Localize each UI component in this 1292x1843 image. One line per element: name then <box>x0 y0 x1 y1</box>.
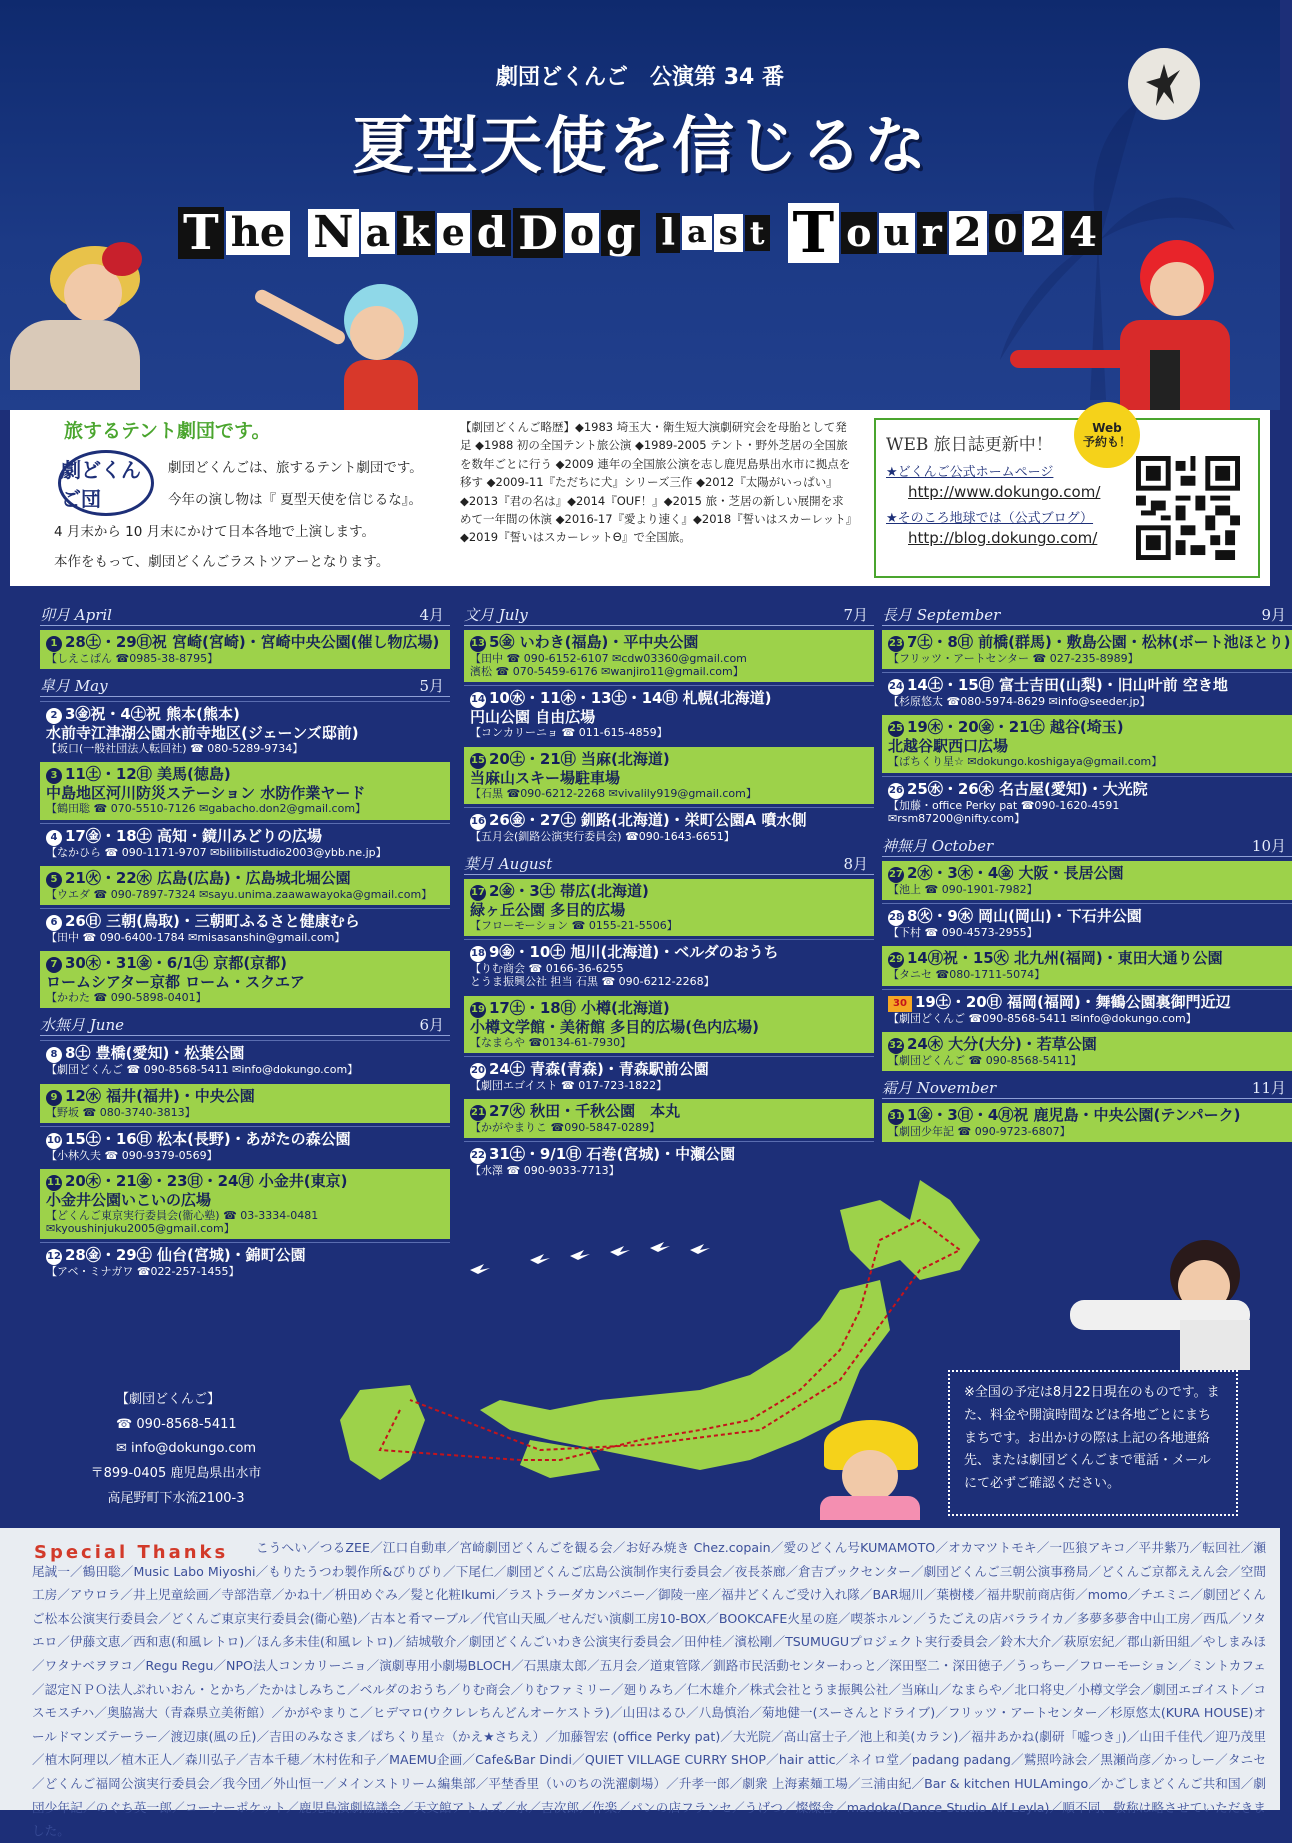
ransom-space <box>292 231 306 235</box>
month-header-july: 文月 July 7月 <box>464 602 874 626</box>
homepage-url[interactable]: http://www.dokungo.com/ <box>908 483 1101 501</box>
contact-address-2: 高尾野町下水流2100-3 <box>107 1490 245 1506</box>
performer-photo-left <box>10 240 150 390</box>
troupe-history: 【劇団どくんご略歴】◆1983 埼玉大・衛生短大演劇研究会を母胎として発足 ◆1988 初の全国テント旅公演 ◆1989-2005 テント・野外芝居の全国旅を数年ごとに行う ◆2009 連年の全国旅公演を志し鹿児島県出水市に拠点を移す ◆2009-11『ただちに犬』シリーズ三作 ◆2012『太陽がいっぱい』◆2013『君の名は』◆2014『OUF！』◆2015 旅・芝居の新しい展開を求めて一年間の休演 ◆2016-17『愛より速く』◆2018『誓いはスカーレット』◆2019『誓いはスカーレットΘ』で全国旅。 <box>460 420 852 545</box>
event-item: 12 28㊎・29㊏ 仙台(宮城)・錦町公園 【アベ・ミナガワ ☎022-257-1455】 <box>40 1242 450 1282</box>
event-item: 18 9㊎・10㊏ 旭川(北海道)・ベルダのおうち 【りむ商会 ☎ 0166-36-6255 とうま振興公社 担当 石黒 ☎ 090-6212-2268】 <box>464 939 874 992</box>
event-item: 25 19㊍・20㊎・21㊏ 越谷(埼玉) 北越谷駅西口広場 【ぱちくり星☆ ✉dokungo.koshigaya@gmail.com】 <box>882 715 1292 772</box>
special-thanks-section <box>0 1528 1280 1839</box>
ransom-letter: k <box>397 211 435 255</box>
hokkaido-shape <box>840 1180 980 1280</box>
event-item: 3 11㊏・12㊐ 美馬(徳島) 中島地区河川防災ステーション 水防作業ヤード 【鶴田聡 ☎ 070-5510-7126 ✉gabacho.don2@gmail.com】 <box>40 762 450 819</box>
play-title: 夏型天使を信じるな <box>351 109 928 182</box>
event-item: 10 15㊏・16㊐ 松本(長野)・あがたの森公園 【小林久夫 ☎ 090-9379-0569】 <box>40 1126 450 1166</box>
event-item: 28 8㊋・9㊌ 岡山(岡山)・下石井公園 【下村 ☎ 090-4573-2955】 <box>882 903 1292 943</box>
ransom-letter: T <box>788 203 840 263</box>
header <box>0 0 1280 410</box>
ransom-letter: 2 <box>1024 211 1062 255</box>
schedule-notice: ※全国の予定は8月22日現在のものです。また、料金や開演時間などは各地ごとにまちまちです。お出かけの際は上記の各地連絡先、または劇団どくんごまで電話・メールにて必ずご確認ください。 <box>948 1370 1238 1516</box>
event-item: 5 21㊋・22㊌ 広島(広島)・広島城北堀公園 【ウエダ ☎ 090-7897-7324 ✉sayu.unima.zaawawayoka@gmail.com】 <box>40 866 450 905</box>
performer-photo-center <box>250 280 420 410</box>
special-thanks-heading: Special Thanks <box>34 1542 229 1563</box>
event-item: 8 8㊏ 豊橋(愛知)・松葉公園 【劇団どくんご ☎ 090-8568-5411 ✉info@dokungo.com】 <box>40 1040 450 1080</box>
ransom-letter: o <box>841 212 876 254</box>
event-item: 32 24㊍ 大分(大分)・若草公園 【劇団どくんご ☎ 090-8568-5411】 <box>882 1032 1292 1071</box>
homepage-link-label[interactable]: ★どくんご公式ホームページ <box>886 465 1054 480</box>
event-item: 23 7㊏・8㊐ 前橋(群馬)・敷島公園・松林(ボート池ほとり) 【フリッツ・アートセンター ☎ 027-235-8989】 <box>882 630 1292 669</box>
tour-title-ransom <box>140 198 1140 268</box>
kyushu-shape <box>340 1385 425 1480</box>
qr-code-icon[interactable] <box>1136 456 1240 560</box>
event-item: 19 17㊏・18㊐ 小樽(北海道) 小樽文学館・美術館 多目的広場(色内広場) 【なまらや ☎0134-61-7930】 <box>464 996 874 1053</box>
ransom-letter: g <box>601 210 640 256</box>
event-item: 17 2㊎・3㊏ 帯広(北海道) 緑ヶ丘公園 多目的広場 【フローモーション ☎ 0155-21-5506】 <box>464 879 874 936</box>
birds-icon <box>470 1242 710 1274</box>
event-item: 22 31㊏・9/1㊐ 石巻(宮城)・中瀬公園 【水澤 ☎ 090-9033-7713】 <box>464 1141 874 1181</box>
contact-box <box>66 1380 286 1520</box>
performer-photo-bottom-center <box>810 1420 930 1520</box>
ransom-letter: a <box>682 216 711 250</box>
ransom-letter: e <box>437 213 470 253</box>
performer-photo-right <box>1000 240 1230 410</box>
event-item: 31 1㊎・3㊐・4㊊祝 鹿児島・中央公園(テンパーク) 【劇団少年記 ☎ 090-9723-6807】 <box>882 1103 1292 1142</box>
blog-url[interactable]: http://blog.dokungo.com/ <box>908 529 1098 547</box>
tagline: 旅するテント劇団です。 <box>64 420 271 442</box>
troupe-logo: 劇どくんご団 <box>58 450 154 516</box>
ransom-letter: r <box>917 212 947 254</box>
ransom-letter: N <box>308 209 358 257</box>
month-header-october: 神無月 October 10月 <box>882 833 1292 857</box>
month-header-june: 水無月 June 6月 <box>40 1012 450 1036</box>
contact-name: 【劇団どくんご】 <box>116 1392 221 1407</box>
event-item: 13 5㊎ いわき(福島)・平中央公園 【田中 ☎ 090-6152-6107 ✉cdw03360@gmail.com 濱松 ☎ 070-5459-6176 ✉wanjiro11@gmail.com】 <box>464 630 874 682</box>
event-item: 2 3㊎祝・4㊏祝 熊本(熊本) 水前寺江津湖公園水前寺地区(ジェーンズ邸前) 【坂口(一般社団法人転回社) ☎ 080-5289-9734】 <box>40 701 450 759</box>
event-item: 16 26㊎・27㊏ 釧路(北海道)・栄町公園A 噴水側 【五月会(釧路公演実行委員会) ☎090-1643-6651】 <box>464 807 874 847</box>
intro-text-2: 今年の演し物は『 夏型天使を信じるな』。 <box>168 492 423 508</box>
performance-subtitle: 劇団どくんご 公演第 34 番 <box>496 65 784 90</box>
event-item: 7 30㊍・31㊎・6/1㊏ 京都(京都) ロームシアター京都 ローム・スクエア 【かわた ☎ 090-5898-0401】 <box>40 951 450 1008</box>
intro-section <box>10 410 1270 586</box>
ransom-letter: 2 <box>949 211 987 255</box>
schedule-column-3 <box>882 598 1292 1145</box>
special-thanks-list: こうへい／つるZEE／江口自動車／宮崎劇団どくんごを観る会／お好み焼き Chez.copain／愛のどくん号KUMAMOTO／オカマツトモキ／一匹狼アキコ／平井紫乃／転回社／瀬尾誠一／鶴田聡／Music Labo Miyoshi／もりたうつわ製作所&びりびり／下尾仁／劇団どくんご広島公演制作実行委員会／夜長茶廊／倉吉ブックセンター／劇団どくんご三朝公演事務局／どくんご京都ええん会／空間工房／アウロラ／井上児童絵画／寺部浩章／かね十／枡田めぐみ／髪と化粧Ikumi／ラストラーダカンパニー／御陵一座／福井どくんご受け入れ隊／BAR堀川／葉樹楼／福井駅前商店街／momo／チエミニ／劇団どくんご松本公演実行委員会／どくんご東京実行委員会(衞心塾)／古本と肴マーブル／代官山天風／せんだい演劇工房10-BOX／BOOKCAFE火星の庭／喫茶ホルン／うたごえの店バラライカ／多夢多夢舎中山工房／西瓜／ソタエロ／伊藤文恵／西和恵(和風レトロ)／ほん多未佳(和風レトロ)／結城敬介／劇団どくんごいわき公演実行委員会／田仲桂／濱松剛／TSUMUGUプロジェクト実行委員会／鈴木大介／萩原宏紀／郡山新田組／やしまみほ／ワタナベヲヲコ／Regu Regu／NPO法人コンカリーニョ／演劇専用小劇場BLOCH／石黒康太郎／五月会／道東管隊／釧路市民活動センターわっと／深田堅二・深田徳子／うっちー／フローモーション／ミントカフェ／認定ＮＰＯ法人ぷれいおん・とかち／たかはしみちこ／ベルダのおうち／りむ商会／りむファミリー／廻りみち／仁木雄介／株式会社とうま振興公社／当麻山／なまらや／北口将史／小樽文学会／劇団エゴイスト／コスモスチハ／奥脇嵩大（青森県立美術館）／かがやまりこ／ヒデマロ(ウクレレちんどんオーケストラ)／山田はるひ／八島慎治／菊地健一(スーさんとドライブ)／フリッツ・アートセンター／杉原悠太(KURA HOUSE)オールドマンズテーラー／渡辺康(風の丘)／吉田のみなさま／ぱちくり星☆（かえ★さちえ）／加藤智宏 (office Perky pat)／大光院／高山富士子／池上和美(カラン)／福井あかね(劇研「嘘つき」)／山田千佳代／迎乃茂里／植木阿理以／植木正人／森川弘子／吉本千穂／木村佐和子／MAEMU企画／Cafe&Bar Dindi／QUIET VILLAGE CURRY SHOP／hair attic／ネイロ堂／padang padang／鷲照吟詠会／黒瀬尚彦／かっしー／タニセ／どくんご福岡公演実行委員会／我今団／外山恒一／メインストリーム編集部／平埜香里（いのちの洗濯劇場）／升孝一郎／劇衆 上海素麺工場／三浦由紀／Bar & kitchen HULAmingo／かごしまどくんご共和国／劇団少年記／のぐち英一郎／コーナーポケット／鹿児島演劇協議会／天文館アトムズ／水／吉次郎／作楽／パンの店フランセ／うげつ／燦燦舎／madoka(Dance Studio Alf Leyla)／順不同、敬称は略させていただきました。 <box>32 1540 1266 1839</box>
event-item: 26 25㊌・26㊍ 名古屋(愛知)・大光院 【加藤・office Perky pat ☎090-1620-4591 ✉rsm87200@nifty.com】 <box>882 776 1292 829</box>
ransom-letter: o <box>565 213 599 253</box>
ransom-space <box>642 231 654 235</box>
ransom-letter: d <box>472 210 511 256</box>
event-item: 20 24㊏ 青森(青森)・青森駅前公園 【劇団エゴイスト ☎ 017-723-1822】 <box>464 1056 874 1096</box>
event-item: 6 26㊐ 三朝(鳥取)・三朝町ふるさと健康むら 【田中 ☎ 090-6400-1784 ✉misasanshin@gmail.com】 <box>40 908 450 948</box>
contact-address-1: 〒899-0405 鹿児島県出水市 <box>90 1466 262 1482</box>
event-item: 15 20㊏・21㊐ 当麻(北海道) 当麻山スキー場駐車場 【石黒 ☎090-6212-2268 ✉vivalily919@gmail.com】 <box>464 747 874 804</box>
schedule-column-2 <box>464 598 874 1184</box>
ransom-letter: t <box>745 215 770 251</box>
event-item: 24 14㊏・15㊐ 富士吉田(山梨)・旧山叶前 空き地 【杉原悠太 ☎080-5974-8629 ✉info@seeder.jp】 <box>882 672 1292 712</box>
performer-photo-bottom-right <box>1070 1240 1250 1370</box>
month-header-april: 卯月 April 4月 <box>40 602 450 626</box>
web-links-box <box>874 418 1260 578</box>
month-header-september: 長月 September 9月 <box>882 602 1292 626</box>
ransom-letter: s <box>714 214 743 252</box>
ransom-letter: he <box>226 211 291 255</box>
month-header-august: 葉月 August 8月 <box>464 851 874 875</box>
event-item: 29 14㊊祝・15㊋ 北九州(福岡)・東田大通り公園 【タニセ ☎080-1711-5074】 <box>882 946 1292 985</box>
ransom-letter: l <box>656 213 680 253</box>
month-header-may: 皐月 May 5月 <box>40 673 450 697</box>
event-item: 14 10㊌・11㊍・13㊏・14㊐ 札幌(北海道) 円山公園 自由広場 【コンカリーニョ ☎ 011-615-4859】 <box>464 685 874 743</box>
event-item: 27 2㊌・3㊍・4㊎ 大阪・長居公園 【池上 ☎ 090-1901-7982】 <box>882 861 1292 900</box>
ransom-space <box>772 231 786 235</box>
intro-text-4: 本作をもって、劇団どくんごラストツアーとなります。 <box>54 554 390 570</box>
intro-text-1: 劇団どくんごは、旅するテント劇団です。 <box>168 460 423 476</box>
event-item: 30 19㊏・20㊐ 福岡(福岡)・舞鶴公園裏御門近辺 【劇団どくんご ☎090-8568-5411 ✉info@dokungo.com】 <box>882 989 1292 1029</box>
web-booking-badge: Web 予約も！ <box>1074 402 1140 468</box>
ransom-letter: 0 <box>989 214 1023 252</box>
ransom-letter: D <box>513 208 563 258</box>
ransom-letter: a <box>361 212 396 254</box>
event-item: 4 17㊎・18㊏ 高知・鏡川みどりの広場 【なかひら ☎ 090-1171-9707 ✉bilibilistudio2003@ybb.ne.jp】 <box>40 823 450 863</box>
contact-email[interactable]: ✉ info@dokungo.com <box>116 1441 257 1457</box>
event-item: 21 27㊋ 秋田・千秋公園 本丸 【かがやまりこ ☎090-5847-0289】 <box>464 1099 874 1138</box>
web-diary-heading: WEB 旅日誌更新中！ <box>886 435 1053 455</box>
event-item: 1 28㊏・29㊐祝 宮崎(宮崎)・宮崎中央公園(催し物広場) 【しえこぱん ☎0985-38-8795】 <box>40 630 450 669</box>
ransom-letter: T <box>178 207 224 259</box>
blog-link-label[interactable]: ★そのころ地球では（公式ブログ） <box>886 511 1094 526</box>
contact-phone[interactable]: ☎ 090-8568-5411 <box>116 1416 237 1432</box>
intro-text-3: 4 月末から 10 月末にかけて日本各地で上演します。 <box>54 524 376 540</box>
ransom-letter: u <box>879 213 915 253</box>
event-item: 9 12㊌ 福井(福井)・中央公園 【野坂 ☎ 080-3740-3813】 <box>40 1084 450 1123</box>
ransom-letter: 4 <box>1064 211 1102 255</box>
event-item: 11 20㊍・21㊎・23㊐・24㊊ 小金井(東京) 小金井公園いこいの広場 【どくんご東京実行委員会(衞心塾) ☎ 03-3334-0481 ✉kyoushinjuku2005@gmail.com】 <box>40 1169 450 1239</box>
month-header-november: 霜月 November 11月 <box>882 1075 1292 1099</box>
